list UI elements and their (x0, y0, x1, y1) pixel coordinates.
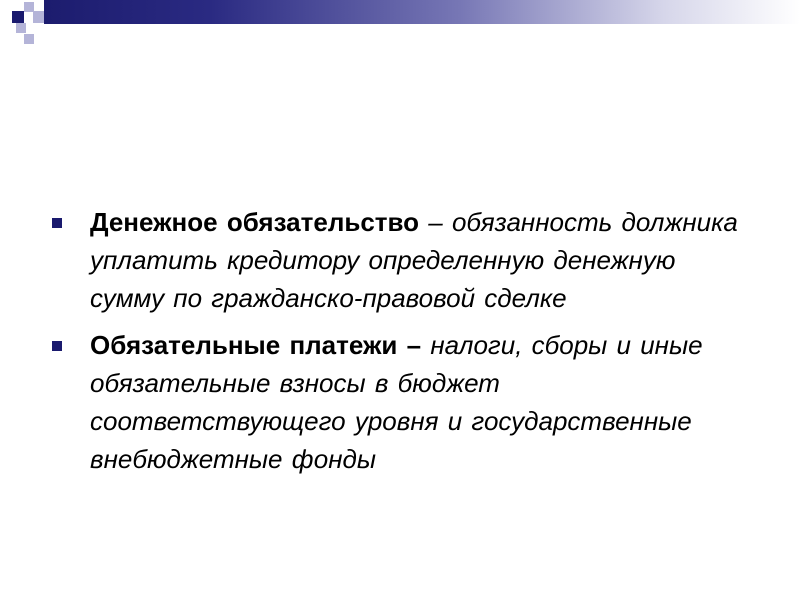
bullet-term: Денежное обязательство (90, 207, 420, 237)
square-bullet-icon (52, 218, 62, 228)
bullet-definition: налоги, сборы и иные обязательные взносы в бюджет соответствующего уровня и государственные внебюджетные фонды (90, 330, 703, 474)
bullet-list (50, 203, 750, 478)
header-gradient-bar (44, 0, 800, 24)
bullet-item-monetary-obligation (50, 203, 750, 317)
bullet-item-mandatory-payments (50, 326, 750, 478)
square-bullet-icon (52, 341, 62, 351)
bullet-term: Обязательные платежи – (90, 330, 422, 360)
bullet-definition: – обязанность должника уплатить кредитору определенную денежную сумму по гражданско-правовой сделке (90, 207, 738, 313)
